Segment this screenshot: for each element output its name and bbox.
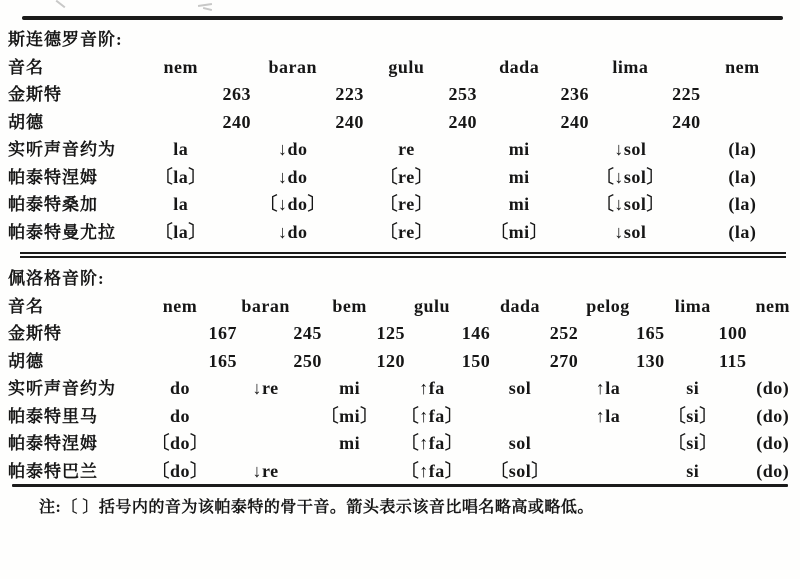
section-title: 斯连德罗音阶: xyxy=(8,30,123,49)
interval-cell: 245 xyxy=(293,323,322,343)
solfege-cell: (do) xyxy=(756,378,790,398)
interval-cell: 263 xyxy=(222,84,252,104)
solfege-cell: la xyxy=(173,194,189,214)
interval-cell: 223 xyxy=(335,84,364,104)
table-row xyxy=(0,348,800,376)
solfege-cell: ↑la xyxy=(595,405,621,426)
solfege-cell: (do) xyxy=(756,460,790,481)
interval-cell: 146 xyxy=(461,323,491,343)
solfege-cell: ↓do xyxy=(278,139,308,159)
solfege-cell: ↑fa xyxy=(419,378,445,398)
row-label: 帕泰特涅姆 xyxy=(8,434,98,453)
row-label: 音名 xyxy=(8,296,44,316)
solfege-cell: 〔↓sol〕 xyxy=(595,166,665,187)
table-row xyxy=(0,191,800,219)
interval-cell: 225 xyxy=(672,84,701,104)
solfege-cell: 〔la〕 xyxy=(154,166,207,187)
note-name-cell: baran xyxy=(268,56,318,77)
table-row xyxy=(0,265,800,293)
row-label: 帕泰特巴兰 xyxy=(8,461,98,481)
solfege-cell: ↓do xyxy=(278,166,308,187)
interval-cell: 100 xyxy=(718,323,748,343)
solfege-cell: 〔do〕 xyxy=(151,460,209,481)
table-row xyxy=(0,458,800,486)
interval-cell: 240 xyxy=(560,111,590,132)
interval-cell: 250 xyxy=(293,350,322,371)
solfege-cell: ↑la xyxy=(595,378,621,398)
interval-cell: 240 xyxy=(672,111,701,132)
solfege-cell: 〔mi〕 xyxy=(490,221,549,242)
interval-cell: 165 xyxy=(636,323,665,343)
interval-cell: 240 xyxy=(335,111,364,132)
row-label: 音名 xyxy=(8,57,44,77)
solfege-cell: mi xyxy=(339,378,361,398)
solfege-cell: do xyxy=(169,378,191,398)
table-row xyxy=(0,375,800,403)
note-name-cell: pelog xyxy=(586,295,630,316)
solfege-cell: 〔sol〕 xyxy=(490,460,550,481)
note-name-cell: gulu xyxy=(413,295,451,316)
interval-cell: 150 xyxy=(461,350,491,371)
row-label: 帕泰特里马 xyxy=(8,406,98,426)
interval-cell: 125 xyxy=(376,323,406,343)
interval-cell: 240 xyxy=(222,111,252,132)
table-row xyxy=(0,430,800,458)
section-divider-rule xyxy=(20,256,786,258)
row-label: 帕泰特桑加 xyxy=(8,195,98,214)
scan-artifact xyxy=(56,0,66,8)
interval-cell: 120 xyxy=(376,350,406,371)
solfege-cell: 〔la〕 xyxy=(154,221,207,242)
solfege-cell: mi xyxy=(339,433,361,453)
note-name-cell: nem xyxy=(163,56,199,77)
solfege-cell: 〔re〕 xyxy=(379,194,434,214)
row-label: 帕泰特涅姆 xyxy=(8,167,98,187)
table-row xyxy=(0,293,800,321)
solfege-cell: (do) xyxy=(756,433,790,453)
table-row xyxy=(0,26,800,54)
note-name-cell: gulu xyxy=(388,56,425,77)
solfege-cell: (la) xyxy=(728,194,757,214)
solfege-cell: 〔re〕 xyxy=(379,166,434,187)
solfege-cell: ↓sol xyxy=(614,139,647,159)
solfege-cell: 〔si〕 xyxy=(667,433,718,453)
solfege-cell: 〔mi〕 xyxy=(320,405,379,426)
footnote: 注:〔 〕括号内的音为该帕泰特的骨干音。箭头表示该音比唱名略高或略低。 xyxy=(39,499,594,516)
solfege-cell: mi xyxy=(508,194,530,214)
solfege-cell: mi xyxy=(508,139,530,159)
note-name-cell: dada xyxy=(499,295,541,316)
note-name-cell: nem xyxy=(725,56,760,77)
section-divider-rule xyxy=(20,252,786,254)
solfege-cell: la xyxy=(173,139,189,159)
interval-cell: 252 xyxy=(549,323,579,343)
row-label: 胡德 xyxy=(8,112,44,132)
row-label: 实听声音约为 xyxy=(8,140,116,159)
table-row xyxy=(0,219,800,247)
solfege-cell: mi xyxy=(508,166,530,187)
interval-cell: 253 xyxy=(448,84,478,104)
solfege-cell: 〔re〕 xyxy=(379,221,434,242)
footnote-divider-rule xyxy=(12,484,788,487)
table-row xyxy=(0,320,800,348)
row-label: 胡德 xyxy=(8,351,44,371)
interval-cell: 240 xyxy=(448,111,478,132)
section-title: 佩洛格音阶: xyxy=(8,269,105,288)
row-label: 帕泰特曼尤拉 xyxy=(8,222,116,242)
solfege-cell: 〔↑fa〕 xyxy=(400,405,464,426)
interval-cell: 236 xyxy=(560,84,590,104)
note-name-cell: lima xyxy=(674,295,711,316)
solfege-cell: ↓sol xyxy=(614,221,647,242)
solfege-cell: 〔do〕 xyxy=(151,433,209,453)
solfege-cell: 〔↑fa〕 xyxy=(400,460,464,481)
row-label: 金斯特 xyxy=(8,324,62,343)
solfege-cell: 〔↑fa〕 xyxy=(400,433,464,453)
solfege-cell: (la) xyxy=(728,221,757,242)
row-label: 金斯特 xyxy=(8,85,62,104)
table-row xyxy=(0,81,800,109)
solfege-cell: sol xyxy=(508,433,532,453)
note-name-cell: dada xyxy=(499,56,540,77)
solfege-cell: (la) xyxy=(728,139,757,159)
solfege-cell: 〔↓sol〕 xyxy=(595,194,665,214)
solfege-cell: ↓do xyxy=(278,221,308,242)
scan-artifact xyxy=(203,7,212,11)
table-row xyxy=(0,54,800,82)
note-name-cell: nem xyxy=(755,295,791,316)
table-row xyxy=(0,403,800,431)
table-row xyxy=(0,136,800,164)
interval-cell: 130 xyxy=(636,350,665,371)
interval-cell: 167 xyxy=(208,323,238,343)
interval-cell: 270 xyxy=(549,350,579,371)
solfege-cell: si xyxy=(686,460,700,481)
row-label: 实听声音约为 xyxy=(8,379,116,398)
solfege-cell: sol xyxy=(508,378,532,398)
table-row xyxy=(0,109,800,137)
solfege-cell: ↓re xyxy=(252,378,279,398)
solfege-cell: re xyxy=(398,139,415,159)
interval-cell: 165 xyxy=(208,350,238,371)
note-name-cell: bem xyxy=(332,295,367,316)
solfege-cell: (do) xyxy=(756,405,790,426)
solfege-cell: do xyxy=(169,405,191,426)
solfege-cell: 〔si〕 xyxy=(667,405,718,426)
note-name-cell: nem xyxy=(162,295,198,316)
note-name-cell: lima xyxy=(612,56,649,77)
solfege-cell: (la) xyxy=(728,166,757,187)
solfege-cell: si xyxy=(686,378,700,398)
solfege-cell: 〔↓do〕 xyxy=(259,194,327,214)
solfege-cell: ↓re xyxy=(252,460,279,481)
interval-cell: 115 xyxy=(719,350,747,371)
top-horizontal-rule xyxy=(22,16,783,20)
table-row xyxy=(0,164,800,192)
note-name-cell: baran xyxy=(241,295,290,316)
